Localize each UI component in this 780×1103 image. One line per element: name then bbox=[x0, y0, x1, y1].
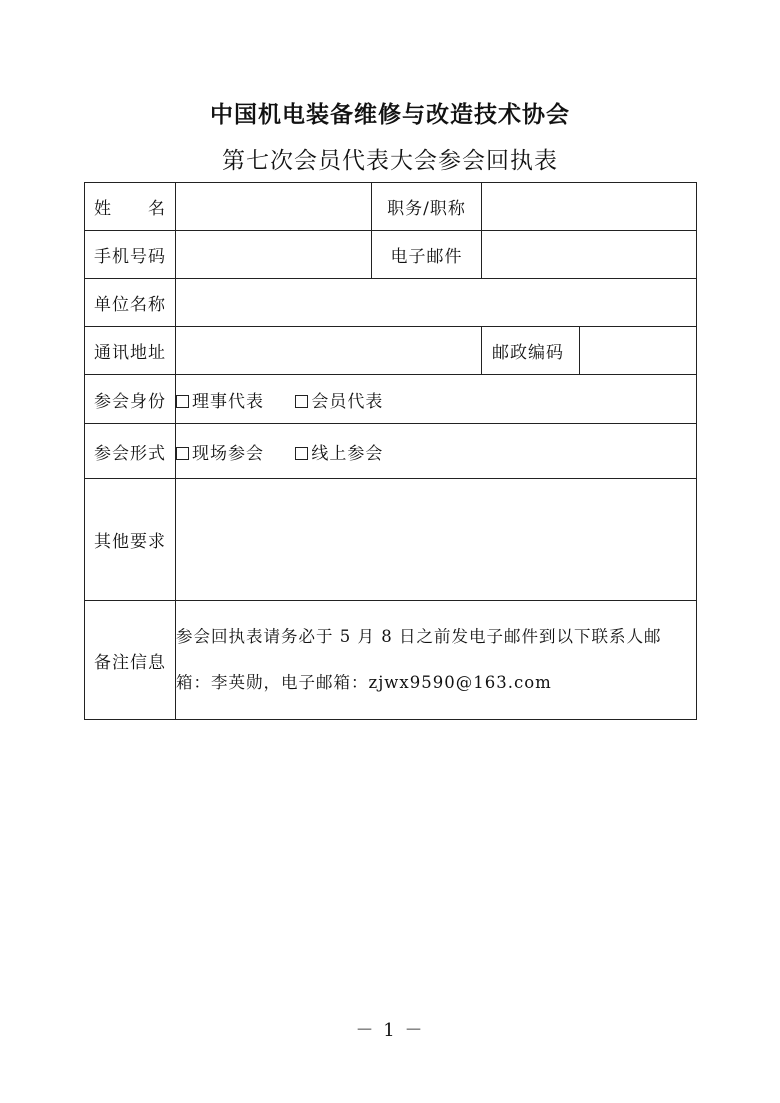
company-label: 单位名称 bbox=[85, 279, 176, 327]
phone-field[interactable] bbox=[176, 231, 372, 279]
organization-title: 中国机电装备维修与改造技术协会 bbox=[210, 101, 570, 128]
position-label: 职务/职称 bbox=[372, 183, 482, 231]
zip-label: 邮政编码 bbox=[482, 327, 580, 375]
checkbox[interactable] bbox=[176, 447, 189, 460]
mode-label: 参会形式 bbox=[85, 424, 176, 479]
name-label: 姓 名 bbox=[85, 183, 176, 231]
identity-option-council[interactable]: 理事代表 bbox=[176, 387, 264, 412]
address-field[interactable] bbox=[176, 327, 482, 375]
page-number: － 1 － bbox=[355, 1020, 425, 1041]
email-field[interactable] bbox=[482, 231, 697, 279]
email-label: 电子邮件 bbox=[372, 231, 482, 279]
identity-label: 参会身份 bbox=[85, 375, 176, 424]
name-field[interactable] bbox=[176, 183, 372, 231]
checkbox[interactable] bbox=[176, 395, 189, 408]
identity-options bbox=[176, 375, 697, 424]
remark-label: 备注信息 bbox=[85, 601, 176, 720]
checkbox[interactable] bbox=[295, 447, 308, 460]
company-field[interactable] bbox=[176, 279, 697, 327]
checkbox[interactable] bbox=[295, 395, 308, 408]
form-title: 第七次会员代表大会参会回执表 bbox=[222, 148, 558, 174]
zip-field[interactable] bbox=[580, 327, 697, 375]
mode-option-onsite[interactable]: 现场参会 bbox=[176, 439, 264, 464]
phone-label: 手机号码 bbox=[85, 231, 176, 279]
mode-options bbox=[176, 424, 697, 479]
remark-text: 参会回执表请务必于 5 月 8 日之前发电子邮件到以下联系人邮箱：李英勋，电子邮箱：zjwx9590@163.com bbox=[176, 601, 697, 720]
registration-form-table bbox=[84, 182, 697, 720]
mode-option-online[interactable]: 线上参会 bbox=[295, 439, 383, 464]
position-field[interactable] bbox=[482, 183, 697, 231]
other-requirements-field[interactable] bbox=[176, 479, 697, 601]
identity-option-member[interactable]: 会员代表 bbox=[295, 387, 383, 412]
address-label: 通讯地址 bbox=[85, 327, 176, 375]
other-requirements-label: 其他要求 bbox=[85, 479, 176, 601]
